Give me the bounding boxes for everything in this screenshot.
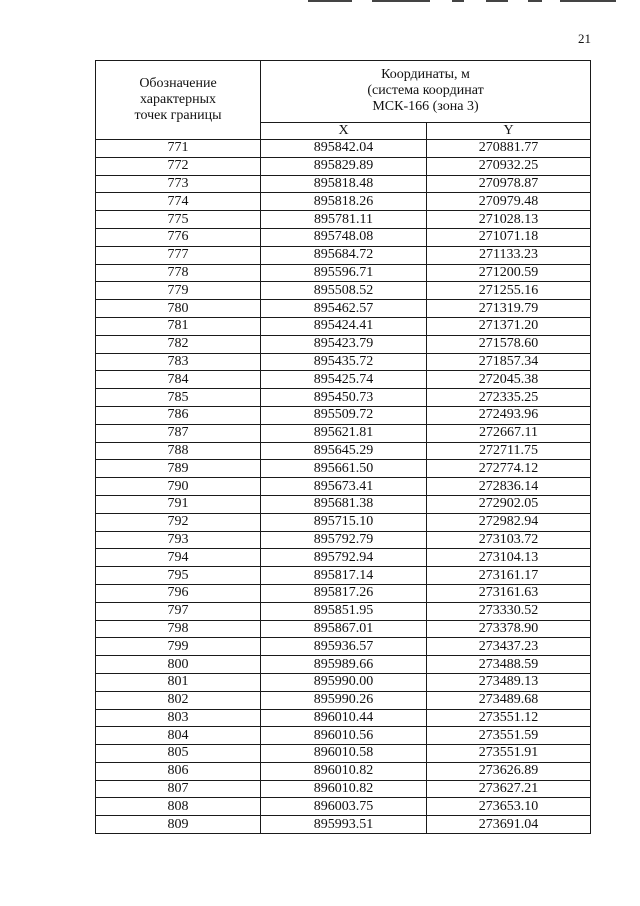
cell-x: 895818.48 [261,175,427,193]
table-row [96,335,591,353]
cell-y: 273161.17 [427,567,591,585]
table-row [96,638,591,656]
header-coordinates [261,61,591,123]
table-row [96,656,591,674]
cell-point: 787 [96,424,261,442]
table-row [96,157,591,175]
cell-x: 895936.57 [261,638,427,656]
cell-y: 273627.21 [427,780,591,798]
cell-y: 270978.87 [427,175,591,193]
cell-y: 271578.60 [427,335,591,353]
cell-y: 271071.18 [427,228,591,246]
cell-point: 771 [96,140,261,158]
table-row [96,673,591,691]
cell-x: 895867.01 [261,620,427,638]
cell-point: 786 [96,406,261,424]
top-edge-marks [290,0,630,3]
cell-y: 273691.04 [427,816,591,834]
table-row [96,442,591,460]
cell-x: 895781.11 [261,211,427,229]
cell-x: 895818.26 [261,193,427,211]
table-row [96,424,591,442]
cell-y: 271319.79 [427,300,591,318]
cell-point: 780 [96,300,261,318]
cell-point: 788 [96,442,261,460]
cell-x: 895673.41 [261,478,427,496]
cell-y: 271133.23 [427,246,591,264]
table-row [96,300,591,318]
cell-point: 774 [96,193,261,211]
cell-point: 778 [96,264,261,282]
table-row [96,709,591,727]
table-row [96,264,591,282]
cell-y: 272493.96 [427,406,591,424]
cell-y: 273104.13 [427,549,591,567]
header-x: X [261,122,427,139]
cell-x: 895989.66 [261,656,427,674]
cell-x: 895508.52 [261,282,427,300]
cell-point: 808 [96,798,261,816]
cell-point: 800 [96,656,261,674]
cell-x: 895424.41 [261,317,427,335]
table-row [96,727,591,745]
cell-y: 273551.91 [427,745,591,763]
cell-point: 792 [96,513,261,531]
table-row [96,246,591,264]
cell-x: 896010.56 [261,727,427,745]
table-row [96,353,591,371]
cell-y: 272902.05 [427,495,591,513]
cell-point: 775 [96,211,261,229]
table-row [96,228,591,246]
cell-point: 790 [96,478,261,496]
cell-x: 895435.72 [261,353,427,371]
cell-point: 785 [96,389,261,407]
cell-x: 896003.75 [261,798,427,816]
cell-x: 895684.72 [261,246,427,264]
cell-y: 271028.13 [427,211,591,229]
cell-point: 797 [96,602,261,620]
table-row [96,549,591,567]
cell-point: 802 [96,691,261,709]
cell-point: 809 [96,816,261,834]
table-row [96,567,591,585]
cell-y: 271200.59 [427,264,591,282]
table-row [96,513,591,531]
page-number: 21 [578,31,591,46]
table-row [96,317,591,335]
cell-y: 270881.77 [427,140,591,158]
cell-y: 273378.90 [427,620,591,638]
cell-y: 272836.14 [427,478,591,496]
cell-point: 782 [96,335,261,353]
cell-point: 796 [96,584,261,602]
cell-point: 805 [96,745,261,763]
table-body [96,140,591,834]
cell-point: 806 [96,762,261,780]
cell-point: 801 [96,673,261,691]
cell-x: 895645.29 [261,442,427,460]
cell-point: 783 [96,353,261,371]
table-row [96,531,591,549]
table-row [96,406,591,424]
cell-y: 272711.75 [427,442,591,460]
cell-point: 772 [96,157,261,175]
coordinates-table [95,60,591,834]
cell-y: 272335.25 [427,389,591,407]
cell-x: 895792.94 [261,549,427,567]
cell-x: 895425.74 [261,371,427,389]
cell-x: 896010.58 [261,745,427,763]
cell-x: 895817.14 [261,567,427,585]
table-row [96,371,591,389]
cell-x: 895829.89 [261,157,427,175]
table-row [96,691,591,709]
cell-point: 784 [96,371,261,389]
cell-y: 271371.20 [427,317,591,335]
cell-y: 271857.34 [427,353,591,371]
cell-point: 791 [96,495,261,513]
cell-y: 272667.11 [427,424,591,442]
table-row [96,780,591,798]
cell-y: 272774.12 [427,460,591,478]
cell-point: 781 [96,317,261,335]
cell-point: 793 [96,531,261,549]
cell-y: 272045.38 [427,371,591,389]
cell-y: 273551.12 [427,709,591,727]
cell-point: 804 [96,727,261,745]
cell-y: 273489.13 [427,673,591,691]
cell-y: 273330.52 [427,602,591,620]
table-row [96,584,591,602]
cell-x: 895748.08 [261,228,427,246]
header-point-label: Обозначение характерных точек границы [134,76,222,123]
cell-x: 895596.71 [261,264,427,282]
cell-y: 270979.48 [427,193,591,211]
cell-point: 776 [96,228,261,246]
table-row [96,175,591,193]
cell-y: 272982.94 [427,513,591,531]
table-row [96,798,591,816]
cell-point: 773 [96,175,261,193]
cell-y: 273551.59 [427,727,591,745]
cell-x: 895990.00 [261,673,427,691]
table-row [96,389,591,407]
cell-x: 895661.50 [261,460,427,478]
table-row [96,816,591,834]
cell-point: 777 [96,246,261,264]
cell-point: 789 [96,460,261,478]
cell-y: 273161.63 [427,584,591,602]
table-row [96,211,591,229]
cell-x: 895450.73 [261,389,427,407]
cell-point: 803 [96,709,261,727]
cell-point: 798 [96,620,261,638]
table-row [96,745,591,763]
header-y: Y [427,122,591,139]
table-row [96,478,591,496]
cell-x: 895462.57 [261,300,427,318]
table-row [96,140,591,158]
table-row [96,495,591,513]
table-row [96,602,591,620]
cell-x: 895715.10 [261,513,427,531]
cell-point: 794 [96,549,261,567]
cell-point: 779 [96,282,261,300]
table-row [96,620,591,638]
cell-point: 807 [96,780,261,798]
cell-point: 799 [96,638,261,656]
header-point-designation [96,61,261,140]
cell-y: 273653.10 [427,798,591,816]
cell-y: 273489.68 [427,691,591,709]
cell-point: 795 [96,567,261,585]
header-coords-label: Координаты, м (система координат МСК-166 (зона 3) [367,67,484,115]
cell-x: 895621.81 [261,424,427,442]
cell-y: 273488.59 [427,656,591,674]
cell-x: 895842.04 [261,140,427,158]
cell-y: 273103.72 [427,531,591,549]
cell-x: 896010.82 [261,762,427,780]
cell-x: 896010.82 [261,780,427,798]
cell-x: 895509.72 [261,406,427,424]
table-row [96,762,591,780]
cell-y: 273437.23 [427,638,591,656]
cell-x: 895423.79 [261,335,427,353]
cell-y: 270932.25 [427,157,591,175]
cell-x: 895681.38 [261,495,427,513]
cell-x: 895792.79 [261,531,427,549]
cell-x: 895817.26 [261,584,427,602]
cell-x: 895993.51 [261,816,427,834]
cell-x: 896010.44 [261,709,427,727]
cell-x: 895851.95 [261,602,427,620]
table-row [96,282,591,300]
table-row [96,193,591,211]
cell-y: 273626.89 [427,762,591,780]
cell-x: 895990.26 [261,691,427,709]
cell-y: 271255.16 [427,282,591,300]
table-row [96,460,591,478]
